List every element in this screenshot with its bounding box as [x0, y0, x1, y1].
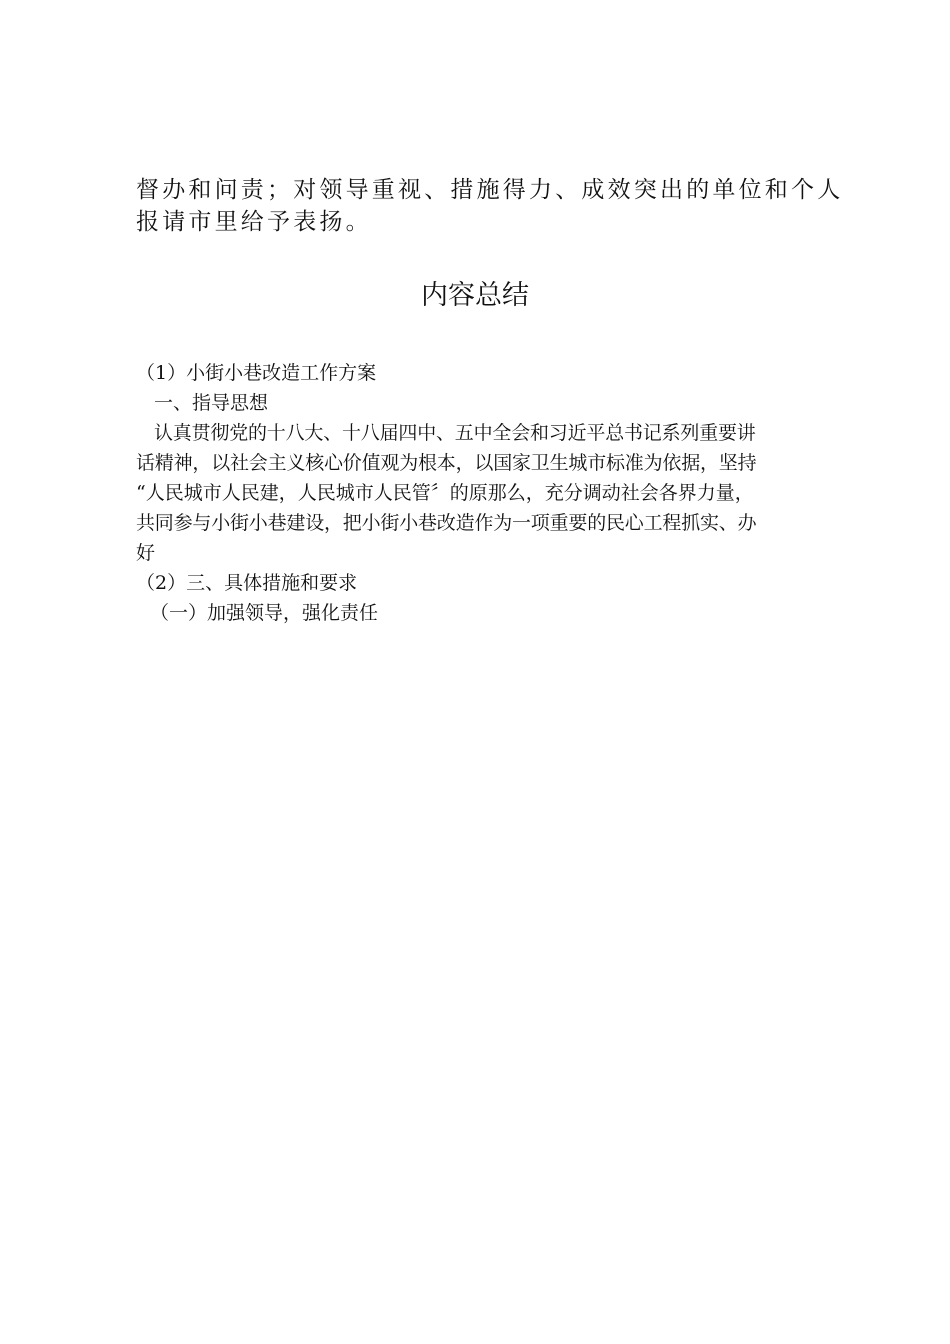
body-line: “人民城市人民建，人民城市人民管〞的原那么，充分调动社会各界力量， [136, 482, 754, 504]
summary-body [136, 358, 836, 628]
body-line: 好 [136, 542, 156, 564]
body-line: 共同参与小街小巷建设，把小街小巷改造作为一项重要的民心工程抓实、办 [136, 512, 757, 534]
summary-heading: 内容总结 [421, 280, 529, 311]
body-line: 认真贯彻党的十八大、十八届四中、五中全会和习近平总书记系列重要讲 [154, 422, 756, 444]
section-heading: （2）三、具体措施和要求 [136, 572, 358, 594]
intro-line: 报请市里给予表扬。 [136, 209, 372, 235]
section-heading: （1）小街小巷改造工作方案 [136, 362, 377, 384]
subsection-heading: 一、指导思想 [154, 392, 269, 414]
subsection-heading: （一）加强领导，强化责任 [150, 602, 379, 624]
intro-line: 督办和问责；对领导重视、措施得力、成效突出的单位和个人 [136, 177, 844, 203]
intro-paragraph [136, 174, 844, 238]
body-line: 话精神，以社会主义核心价值观为根本，以国家卫生城市标准为依据，坚持 [136, 452, 757, 474]
